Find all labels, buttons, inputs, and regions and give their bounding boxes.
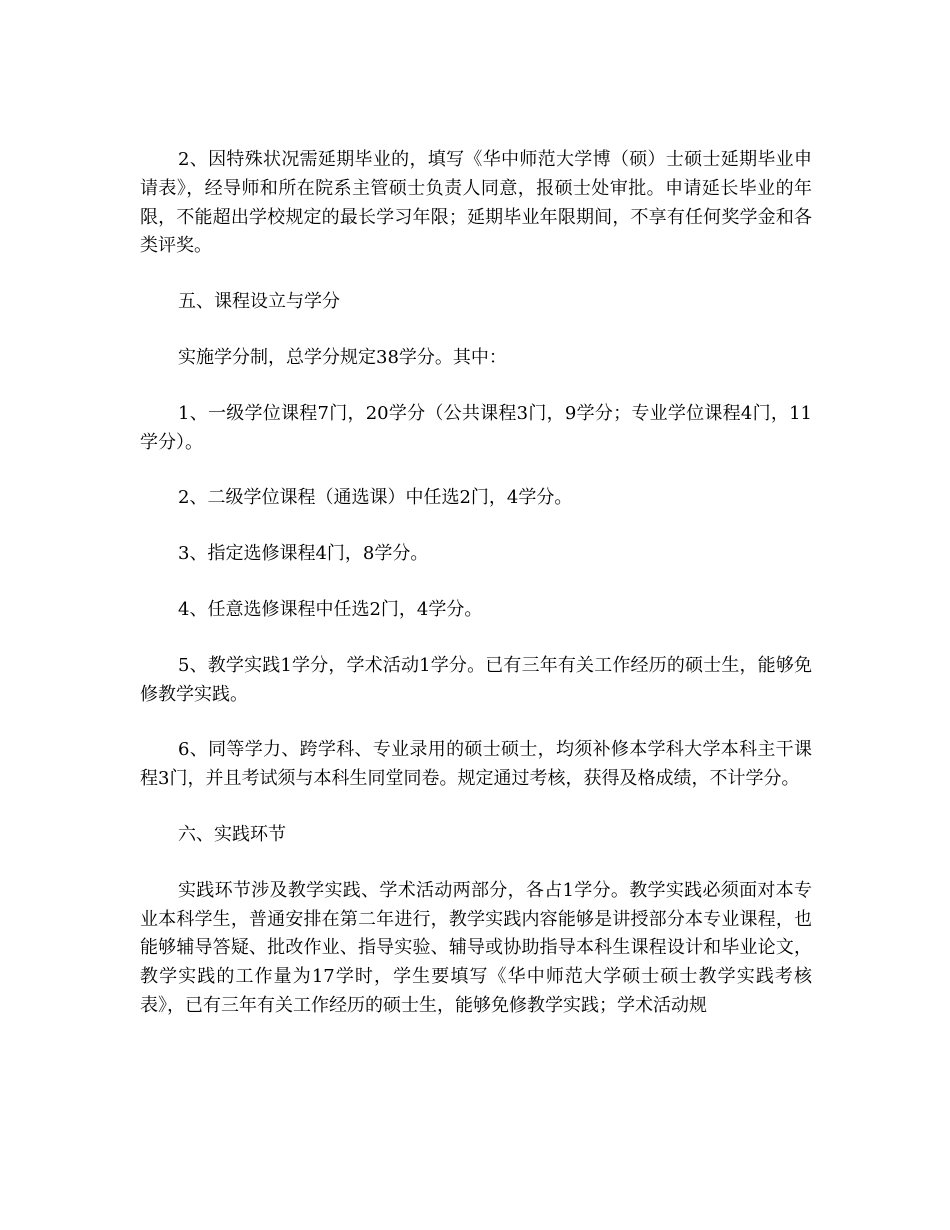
list-item-designated-electives: 3、指定选修课程4门，8学分。 xyxy=(178,543,429,565)
list-item-level-one-courses: 1、一级学位课程7门，20学分（公共课程3门，9学分；专业学位课程4门，11学分）。 xyxy=(140,402,812,453)
document-body xyxy=(140,146,812,1021)
paragraph-deferred-graduation: 2、因特殊状况需延期毕业的，填写《华中师范大学博（硕）士硕士延期毕业申请表》，经导师和所在院系主管硕士负责人同意，报硕士处审批。申请延长毕业的年限，不能超出学校规定的最长学习年限；延期毕业年限期间，不享有任何奖学金和各类评奖。 xyxy=(140,149,812,257)
list-item-teaching-practice: 5、教学实践1学分，学术活动1学分。已有三年有关工作经历的硕士生，能够免修教学实践。 xyxy=(140,654,812,705)
paragraph-credit-system: 实施学分制，总学分规定38学分。其中： xyxy=(178,346,507,368)
heading-practice-component: 六、实践环节 xyxy=(178,823,286,845)
heading-course-credits: 五、课程设立与学分 xyxy=(178,291,340,313)
list-item-level-two-courses: 2、二级学位课程（通选课）中任选2门，4学分。 xyxy=(178,487,573,509)
list-item-equivalent-admission: 6、同等学力、跨学科、专业录用的硕士硕士，均须补修本学科大学本科主干课程3门，并且考试须与本科生同堂同卷。规定通过考核，获得及格成绩，不计学分。 xyxy=(140,739,812,790)
paragraph-practice-details: 实践环节涉及教学实践、学术活动两部分，各占1学分。教学实践必须面对本专业本科学生，普通安排在第二年进行，教学实践内容能够是讲授部分本专业课程，也能够辅导答疑、批改作业、指导实验、辅导或协助指导本科生课程设计和毕业论文，教学实践的工作量为17学时，学生要填写《华中师范大学硕士硕士教学实践考核表》，已有三年有关工作经历的硕士生，能够免修教学实践；学术活动规 xyxy=(140,879,812,1016)
list-item-optional-electives: 4、任意选修课程中任选2门，4学分。 xyxy=(178,598,483,620)
